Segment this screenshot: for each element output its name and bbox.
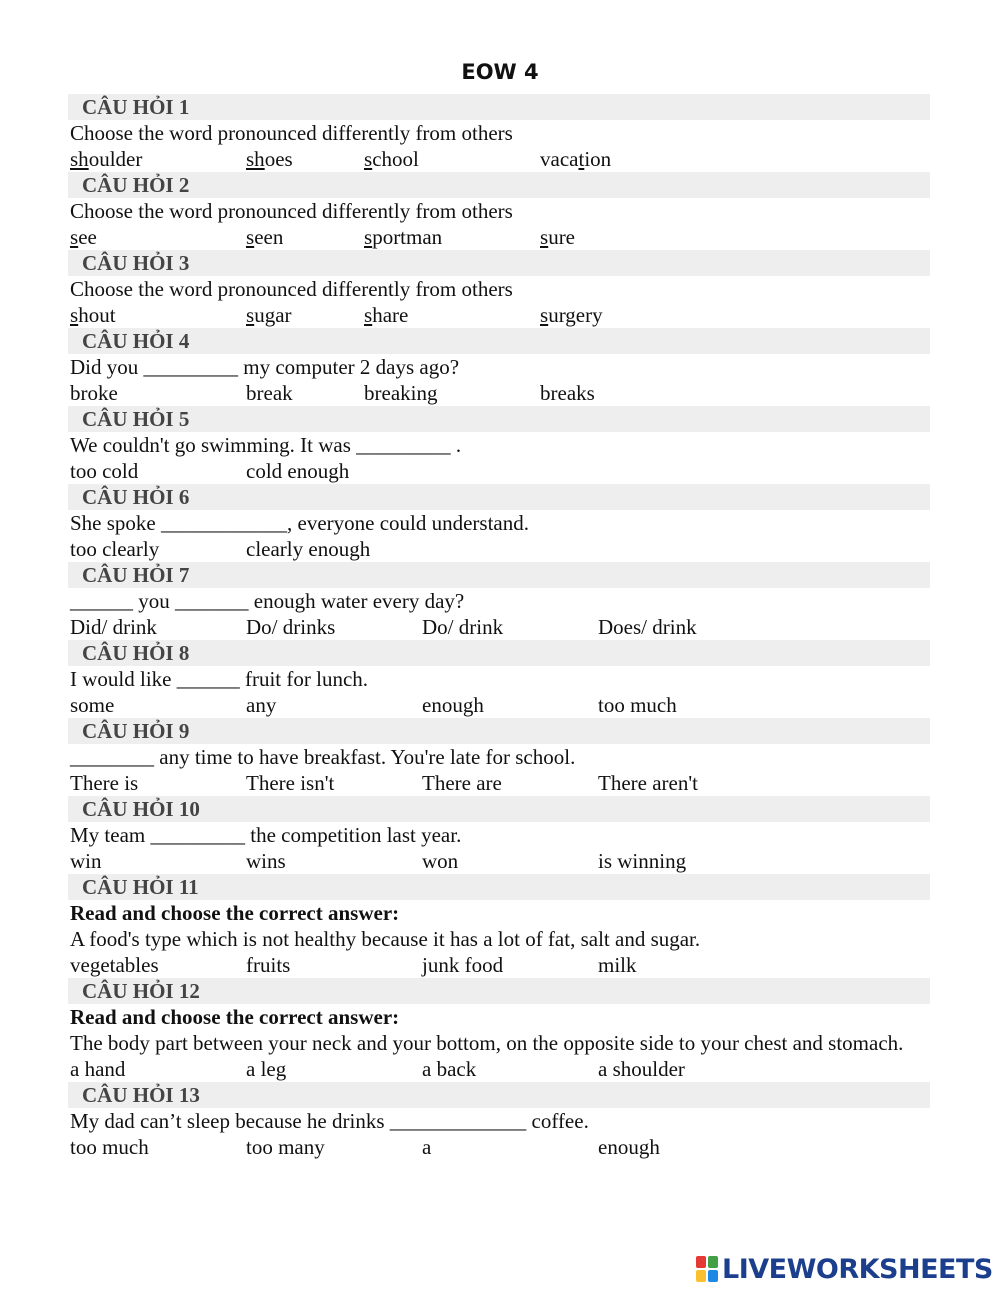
answer-option-post: ure — [548, 225, 576, 249]
question-heading: CÂU HỎI 11 — [68, 874, 930, 900]
logo-mark-icon — [696, 1256, 718, 1282]
answer-option-post: hout — [78, 303, 116, 327]
logo-square — [696, 1270, 706, 1282]
answer-option[interactable]: fruits — [246, 953, 291, 977]
answer-option[interactable]: junk food — [422, 953, 504, 977]
answer-option[interactable]: There aren't — [598, 771, 698, 795]
answer-option[interactable]: enough — [598, 1135, 660, 1159]
answer-option-underlined: s — [540, 225, 549, 249]
question-prompt: My dad can’t sleep because he drinks _____________ coffee. — [70, 1109, 589, 1133]
answer-option[interactable]: a leg — [246, 1057, 287, 1081]
answer-option-post: ee — [78, 225, 97, 249]
answer-option[interactable]: a — [422, 1135, 432, 1159]
question-instruction: Read and choose the correct answer: — [70, 1005, 400, 1029]
logo-square — [696, 1256, 706, 1268]
answer-option[interactable] — [246, 146, 293, 172]
answer-options — [68, 1134, 930, 1160]
answer-option[interactable]: Do/ drinks — [246, 615, 336, 639]
question-heading: CÂU HỎI 9 — [68, 718, 930, 744]
logo-square — [708, 1270, 718, 1282]
question-heading: CÂU HỎI 12 — [68, 978, 930, 1004]
answer-option-post: ion — [584, 147, 612, 171]
question-heading: CÂU HỎI 4 — [68, 328, 930, 354]
answer-option[interactable] — [70, 146, 142, 172]
question-prompt: ______ you _______ enough water every day? — [70, 589, 465, 613]
answer-options — [68, 952, 930, 978]
answer-option-underlined: s — [364, 225, 373, 249]
answer-option[interactable] — [70, 302, 116, 328]
logo-text: LIVEWORKSHEETS — [722, 1253, 993, 1285]
answer-options — [68, 146, 930, 172]
answer-option-post: chool — [372, 147, 419, 171]
question-heading: CÂU HỎI 8 — [68, 640, 930, 666]
question-instruction: Read and choose the correct answer: — [70, 901, 400, 925]
answer-option[interactable]: too clearly — [70, 537, 160, 561]
answer-option[interactable]: milk — [598, 953, 637, 977]
answer-option[interactable]: won — [422, 849, 459, 873]
question-heading: CÂU HỎI 2 — [68, 172, 930, 198]
answer-option-underlined: s — [364, 147, 373, 171]
answer-option-underlined: s — [246, 225, 255, 249]
answer-option-underlined: s — [364, 303, 373, 327]
question-prompt: She spoke ____________, everyone could understand. — [70, 511, 529, 535]
answer-option-underlined: s — [70, 303, 79, 327]
worksheet — [68, 94, 930, 1160]
question-heading: CÂU HỎI 1 — [68, 94, 930, 120]
answer-option-pre: vaca — [540, 147, 579, 171]
question-prompt: We couldn't go swimming. It was _________ . — [70, 433, 462, 457]
answer-option[interactable]: broke — [70, 381, 118, 405]
answer-option[interactable]: a shoulder — [598, 1057, 685, 1081]
question-heading: CÂU HỎI 13 — [68, 1082, 930, 1108]
answer-option-underlined: sh — [246, 147, 265, 171]
answer-options — [68, 770, 930, 796]
question-heading: CÂU HỎI 10 — [68, 796, 930, 822]
answer-option[interactable]: some — [70, 693, 115, 717]
question-prompt: Choose the word pronounced differently from others — [70, 277, 513, 301]
question-prompt: A food's type which is not healthy because it has a lot of fat, salt and sugar. — [70, 927, 701, 951]
liveworksheets-logo — [696, 1252, 993, 1286]
answer-option-post: een — [254, 225, 284, 249]
answer-option[interactable]: any — [246, 693, 277, 717]
answer-option[interactable]: win — [70, 849, 102, 873]
answer-option-underlined: s — [540, 303, 549, 327]
question-prompt: ________ any time to have breakfast. You're late for school. — [70, 745, 576, 769]
question-prompt: Did you _________ my computer 2 days ago? — [70, 355, 460, 379]
answer-option[interactable]: Did/ drink — [70, 615, 157, 639]
question-heading: CÂU HỎI 6 — [68, 484, 930, 510]
question-prompt: The body part between your neck and your bottom, on the opposite side to your chest and stomach. — [70, 1031, 904, 1055]
answer-option[interactable]: There are — [422, 771, 502, 795]
answer-option-underlined: s — [246, 303, 255, 327]
answer-options — [68, 380, 930, 406]
answer-option-post: hare — [372, 303, 409, 327]
answer-option[interactable]: is winning — [598, 849, 687, 873]
answer-option-post: urgery — [548, 303, 603, 327]
answer-option[interactable] — [540, 302, 603, 328]
question-prompt: Choose the word pronounced differently from others — [70, 199, 513, 223]
answer-option[interactable]: There isn't — [246, 771, 335, 795]
answer-option[interactable]: a hand — [70, 1057, 126, 1081]
answer-option[interactable]: breaks — [540, 381, 595, 405]
answer-options — [68, 614, 930, 640]
question-heading: CÂU HỎI 5 — [68, 406, 930, 432]
answer-option[interactable]: clearly enough — [246, 537, 371, 561]
logo-square — [708, 1256, 718, 1268]
answer-options — [68, 536, 930, 562]
answer-option[interactable]: There is — [70, 771, 139, 795]
question-prompt: Choose the word pronounced differently from others — [70, 121, 513, 145]
question-heading: CÂU HỎI 7 — [68, 562, 930, 588]
answer-option-underlined: t — [578, 147, 585, 171]
question-prompt: My team _________ the competition last year. — [70, 823, 462, 847]
answer-option[interactable]: too much — [598, 693, 677, 717]
answer-option[interactable]: vegetables — [70, 953, 159, 977]
question-prompt: I would like ______ fruit for lunch. — [70, 667, 369, 691]
answer-options — [68, 1056, 930, 1082]
answer-options — [68, 302, 930, 328]
answer-option[interactable]: break — [246, 381, 293, 405]
answer-option[interactable] — [364, 146, 419, 172]
answer-option[interactable]: Does/ drink — [598, 615, 697, 639]
answer-option-post: oulder — [88, 147, 143, 171]
answer-option-underlined: sh — [70, 147, 89, 171]
answer-option[interactable] — [364, 302, 408, 328]
answer-option[interactable]: a back — [422, 1057, 477, 1081]
answer-option[interactable] — [364, 224, 442, 250]
answer-option[interactable] — [70, 224, 97, 250]
answer-option[interactable]: cold enough — [246, 459, 350, 483]
answer-option[interactable] — [246, 224, 283, 250]
question-heading: CÂU HỎI 3 — [68, 250, 930, 276]
answer-option[interactable]: too cold — [70, 459, 139, 483]
answer-options — [68, 848, 930, 874]
answer-option-underlined: s — [70, 225, 79, 249]
answer-option[interactable] — [246, 302, 292, 328]
answer-option[interactable] — [540, 224, 575, 250]
answer-options — [68, 458, 930, 484]
answer-option-post: ugar — [254, 303, 292, 327]
answer-option[interactable]: Do/ drink — [422, 615, 504, 639]
answer-option[interactable]: enough — [422, 693, 484, 717]
answer-option-post: portman — [372, 225, 443, 249]
answer-options — [68, 224, 930, 250]
answer-option[interactable] — [540, 146, 611, 172]
page-title: EOW 4 — [461, 60, 539, 84]
answer-options — [68, 692, 930, 718]
answer-option[interactable]: wins — [246, 849, 286, 873]
answer-option[interactable]: too many — [246, 1135, 325, 1159]
answer-option[interactable]: breaking — [364, 381, 438, 405]
answer-option-post: oes — [264, 147, 293, 171]
answer-option[interactable]: too much — [70, 1135, 149, 1159]
